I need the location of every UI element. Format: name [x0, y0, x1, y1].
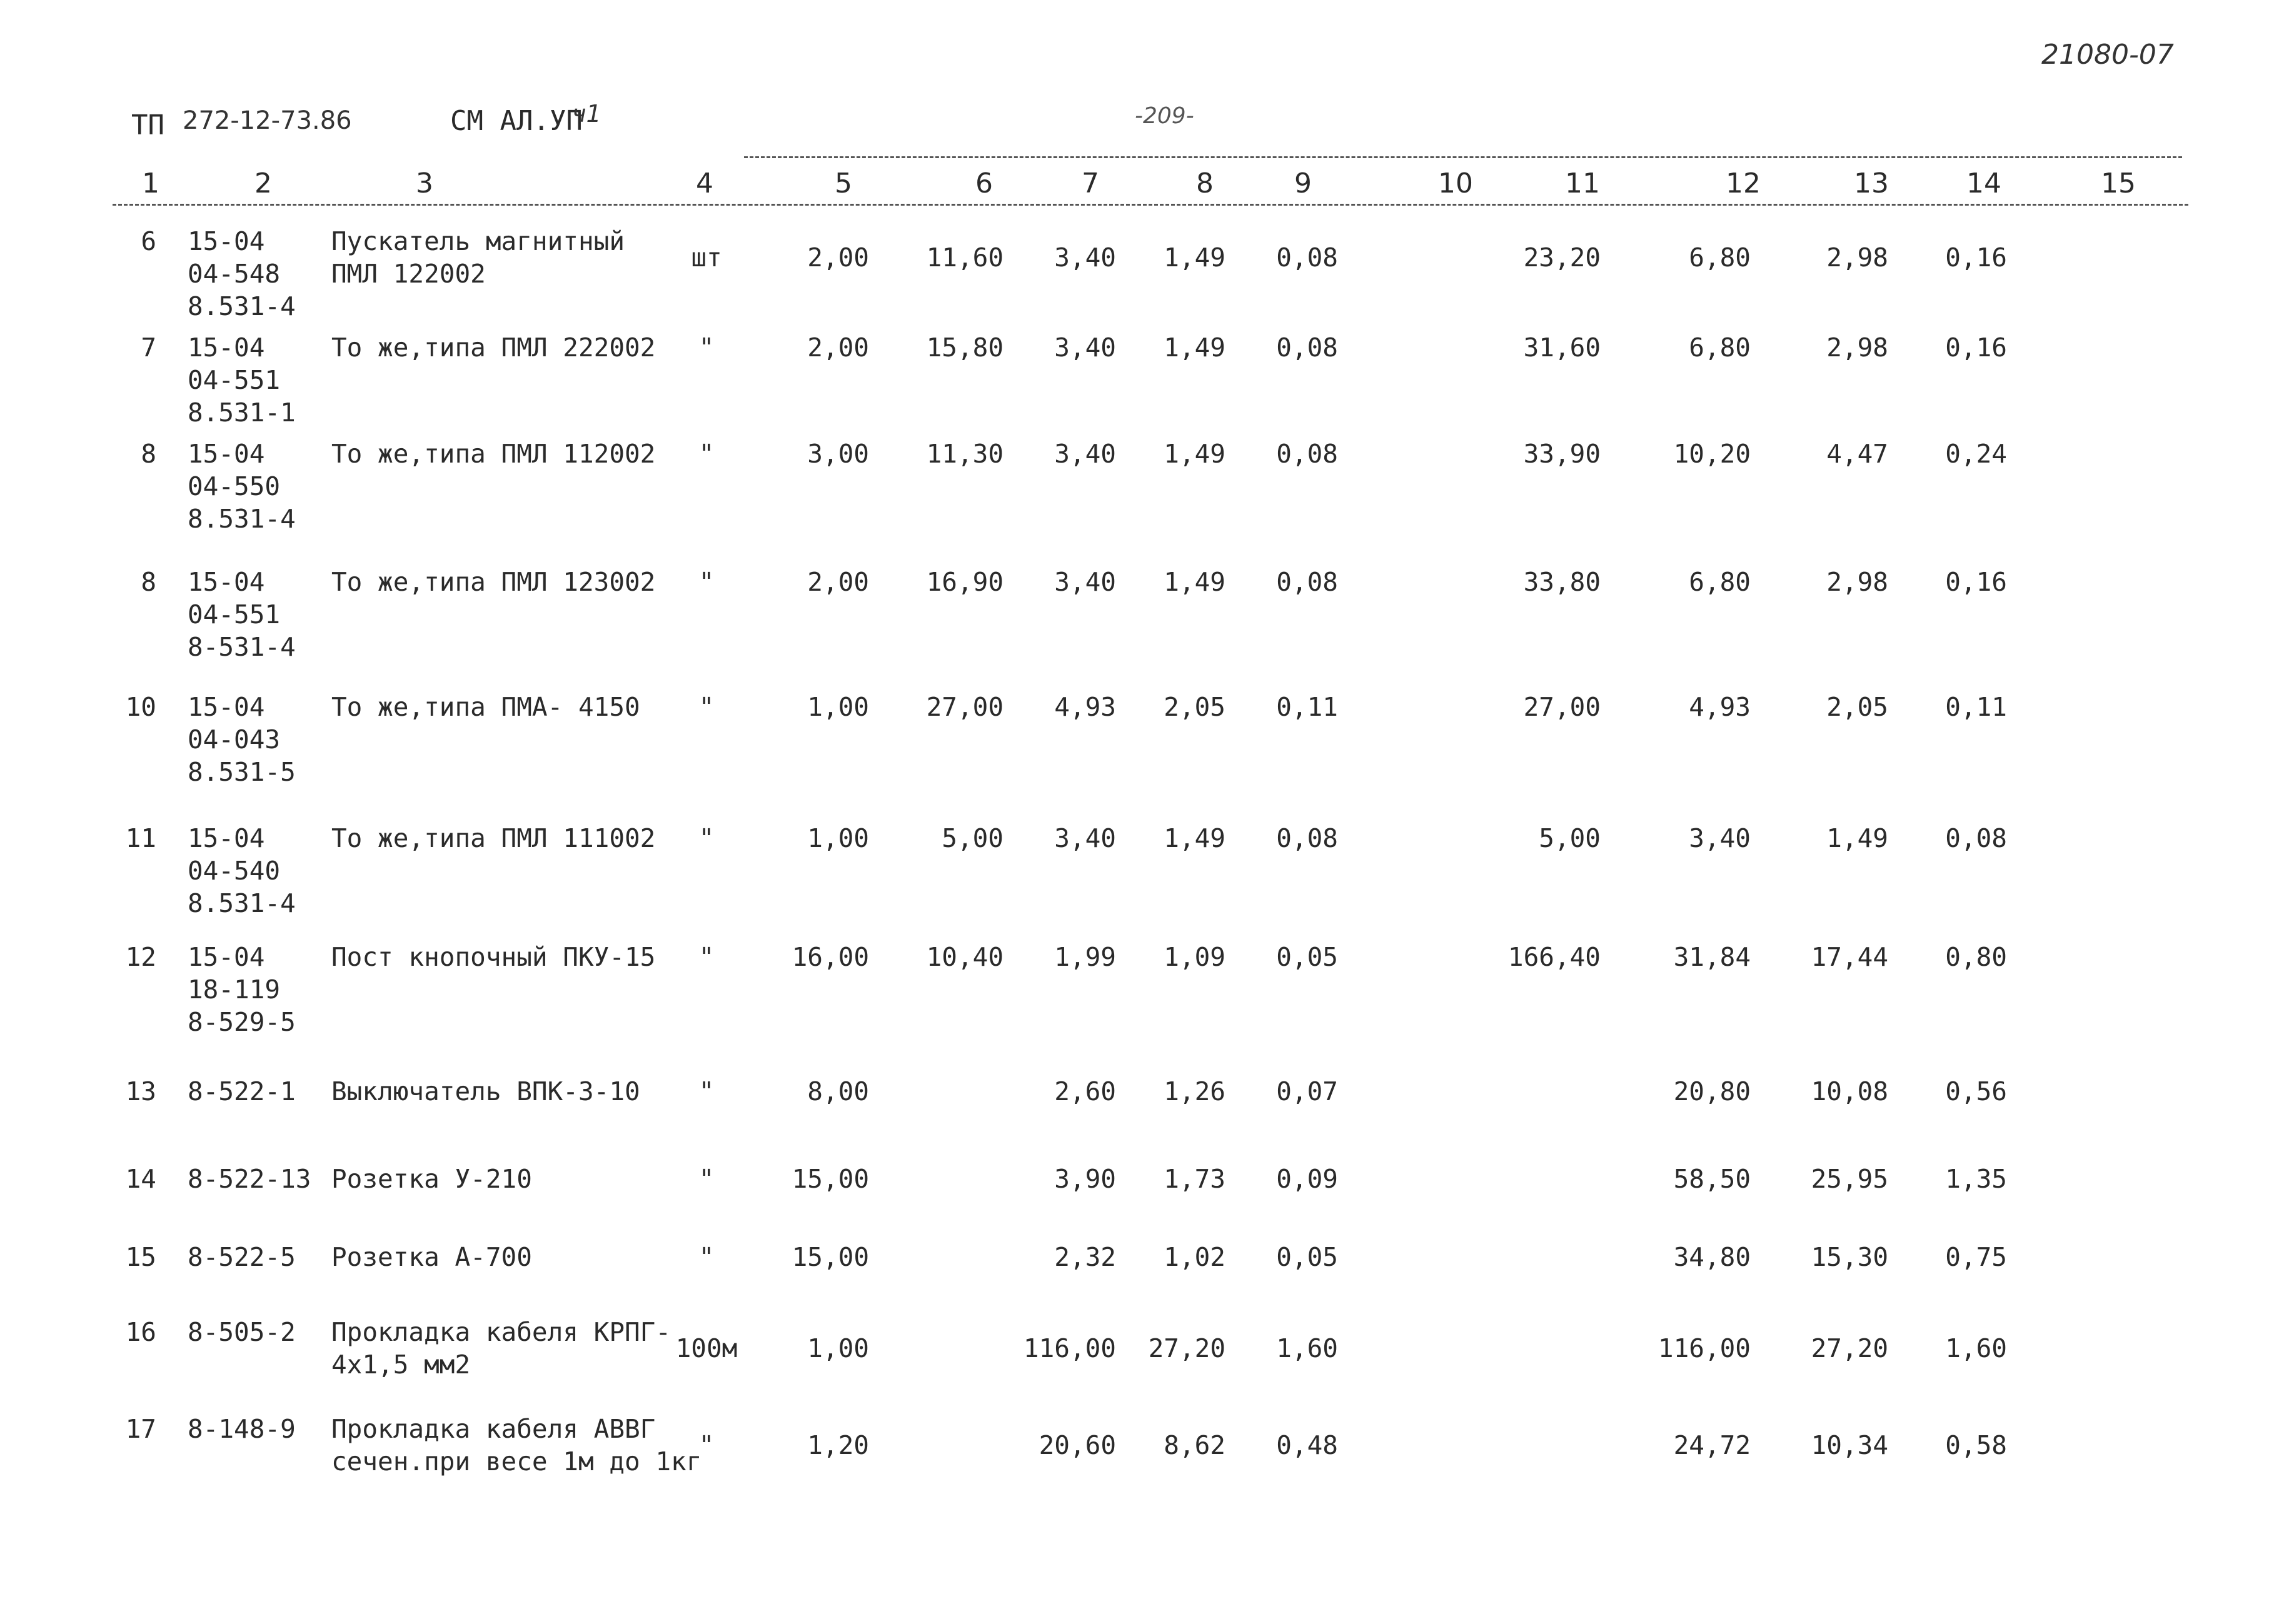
value-c9: 0,07 — [1276, 1076, 1338, 1106]
value-c9: 0,08 — [1276, 823, 1338, 853]
row-number: 16 — [125, 1317, 156, 1347]
price-code: 04-540 — [188, 856, 281, 886]
value-c7: 2,32 — [1054, 1242, 1116, 1272]
value-c5: 2,00 — [807, 243, 869, 273]
value-c11: 31,60 — [1523, 333, 1601, 363]
item-name: То же,типа ПМЛ 222002 — [331, 333, 656, 363]
item-name: То же,типа ПМА- 4150 — [331, 692, 640, 722]
value-c5: 16,00 — [792, 942, 869, 972]
column-number-11: 11 — [1565, 168, 1600, 199]
unit: " — [698, 1164, 715, 1194]
tp-prefix: ТП — [131, 109, 164, 141]
value-c8: 27,20 — [1148, 1333, 1225, 1363]
tp-code: 272-12-73.86 — [183, 106, 352, 135]
value-c12: 58,50 — [1673, 1164, 1751, 1194]
value-c9: 0,08 — [1276, 243, 1338, 273]
document-number: 21080-07 — [2041, 39, 2174, 71]
value-c13: 2,05 — [1826, 692, 1888, 722]
price-code: 15-04 — [188, 942, 265, 972]
item-name: То же,типа ПМЛ 112002 — [331, 439, 656, 469]
value-c14: 1,60 — [1945, 1333, 2007, 1363]
column-number-13: 13 — [1854, 168, 1889, 199]
value-c5: 15,00 — [792, 1164, 869, 1194]
value-c9: 0,05 — [1276, 1242, 1338, 1272]
value-c8: 1,49 — [1164, 333, 1225, 363]
price-code: 04-548 — [188, 259, 281, 289]
row-number: 8 — [141, 567, 156, 597]
price-code: 8.531-4 — [188, 291, 296, 321]
value-c9: 0,09 — [1276, 1164, 1338, 1194]
value-c5: 15,00 — [792, 1242, 869, 1272]
value-c8: 1,49 — [1164, 243, 1225, 273]
column-number-4: 4 — [696, 168, 713, 199]
price-code: 18-119 — [188, 975, 281, 1005]
price-code: 8-505-2 — [188, 1317, 296, 1347]
value-c9: 0,11 — [1276, 692, 1338, 722]
value-c7: 20,60 — [1039, 1430, 1116, 1460]
unit: " — [698, 1430, 715, 1460]
value-c12: 34,80 — [1673, 1242, 1751, 1272]
price-code: 15-04 — [188, 823, 265, 853]
price-code: 8-529-5 — [188, 1007, 296, 1037]
price-code: 04-551 — [188, 599, 281, 629]
value-c12: 116,00 — [1658, 1333, 1751, 1363]
value-c14: 0,16 — [1945, 333, 2007, 363]
value-c11: 27,00 — [1523, 692, 1601, 722]
price-code: 8-522-5 — [188, 1242, 296, 1272]
column-number-14: 14 — [1966, 168, 2001, 199]
column-number-10: 10 — [1438, 168, 1473, 199]
value-c5: 1,20 — [807, 1430, 869, 1460]
row-number: 8 — [141, 439, 156, 469]
value-c13: 4,47 — [1826, 439, 1888, 469]
value-c6: 27,00 — [926, 692, 1004, 722]
row-number: 10 — [125, 692, 156, 722]
unit: " — [698, 942, 715, 972]
price-code: 8.531-5 — [188, 757, 296, 787]
row-number: 13 — [125, 1076, 156, 1106]
column-number-8: 8 — [1196, 168, 1214, 199]
price-code: 8.531-1 — [188, 398, 296, 428]
item-name: ПМЛ 122002 — [331, 259, 486, 289]
column-number-12: 12 — [1726, 168, 1761, 199]
row-number: 6 — [141, 226, 156, 256]
column-number-1: 1 — [142, 168, 159, 199]
column-number-7: 7 — [1082, 168, 1099, 199]
value-c8: 2,05 — [1164, 692, 1225, 722]
price-code: 8-531-4 — [188, 632, 296, 662]
value-c9: 1,60 — [1276, 1333, 1338, 1363]
value-c6: 16,90 — [926, 567, 1004, 597]
value-c11: 23,20 — [1523, 243, 1601, 273]
value-c5: 8,00 — [807, 1076, 869, 1106]
price-code: 8-522-1 — [188, 1076, 296, 1106]
value-c7: 1,99 — [1054, 942, 1116, 972]
value-c5: 3,00 — [807, 439, 869, 469]
unit: " — [698, 333, 715, 363]
value-c13: 2,98 — [1826, 567, 1888, 597]
value-c6: 10,40 — [926, 942, 1004, 972]
price-code: 15-04 — [188, 333, 265, 363]
value-c13: 15,30 — [1811, 1242, 1888, 1272]
value-c7: 3,40 — [1054, 333, 1116, 363]
value-c7: 3,40 — [1054, 243, 1116, 273]
value-c12: 6,80 — [1689, 567, 1751, 597]
value-c8: 1,49 — [1164, 823, 1225, 853]
price-code: 15-04 — [188, 226, 265, 256]
value-c9: 0,05 — [1276, 942, 1338, 972]
item-name: Пост кнопочный ПКУ-15 — [331, 942, 656, 972]
row-number: 15 — [125, 1242, 156, 1272]
price-code: 15-04 — [188, 439, 265, 469]
column-number-2: 2 — [254, 168, 272, 199]
value-c14: 0,75 — [1945, 1242, 2007, 1272]
value-c13: 10,08 — [1811, 1076, 1888, 1106]
value-c7: 3,90 — [1054, 1164, 1116, 1194]
value-c12: 3,40 — [1689, 823, 1751, 853]
column-number-3: 3 — [416, 168, 433, 199]
item-name: сечен.при весе 1м до 1кг — [331, 1446, 702, 1476]
unit: " — [698, 1076, 715, 1106]
value-c13: 25,95 — [1811, 1164, 1888, 1194]
value-c14: 0,80 — [1945, 942, 2007, 972]
value-c6: 5,00 — [942, 823, 1004, 853]
page-mark: -209- — [1135, 103, 1194, 129]
header-bottom-rule — [113, 204, 2188, 206]
value-c8: 1,73 — [1164, 1164, 1225, 1194]
value-c12: 24,72 — [1673, 1430, 1751, 1460]
value-c11: 166,40 — [1507, 942, 1601, 972]
value-c5: 2,00 — [807, 333, 869, 363]
value-c14: 0,58 — [1945, 1430, 2007, 1460]
value-c12: 20,80 — [1673, 1076, 1751, 1106]
row-number: 12 — [125, 942, 156, 972]
row-number: 17 — [125, 1414, 156, 1444]
row-number: 7 — [141, 333, 156, 363]
unit: " — [698, 823, 715, 853]
unit: " — [698, 1242, 715, 1272]
value-c13: 10,34 — [1811, 1430, 1888, 1460]
column-number-5: 5 — [835, 168, 852, 199]
value-c6: 15,80 — [926, 333, 1004, 363]
value-c5: 2,00 — [807, 567, 869, 597]
value-c11: 5,00 — [1539, 823, 1601, 853]
value-c8: 1,09 — [1164, 942, 1225, 972]
value-c5: 1,00 — [807, 692, 869, 722]
value-c8: 1,49 — [1164, 567, 1225, 597]
item-name: 4х1,5 мм2 — [331, 1350, 471, 1380]
unit: " — [698, 439, 715, 469]
value-c7: 116,00 — [1023, 1333, 1116, 1363]
value-c8: 1,02 — [1164, 1242, 1225, 1272]
value-c13: 2,98 — [1826, 243, 1888, 273]
value-c9: 0,08 — [1276, 567, 1338, 597]
price-code: 8-522-13 — [188, 1164, 311, 1194]
value-c12: 10,20 — [1673, 439, 1751, 469]
item-name: То же,типа ПМЛ 111002 — [331, 823, 656, 853]
value-c14: 0,08 — [1945, 823, 2007, 853]
item-name: Розетка У-210 — [331, 1164, 532, 1194]
value-c6: 11,60 — [926, 243, 1004, 273]
item-name: Розетка А-700 — [331, 1242, 532, 1272]
value-c9: 0,08 — [1276, 439, 1338, 469]
price-code: 8.531-4 — [188, 504, 296, 534]
value-c13: 17,44 — [1811, 942, 1888, 972]
value-c14: 1,35 — [1945, 1164, 2007, 1194]
value-c7: 4,93 — [1054, 692, 1116, 722]
value-c14: 0,11 — [1945, 692, 2007, 722]
value-c14: 0,16 — [1945, 243, 2007, 273]
section-title: СМ АЛ.УП — [450, 105, 583, 137]
value-c5: 1,00 — [807, 1333, 869, 1363]
value-c8: 1,49 — [1164, 439, 1225, 469]
row-number: 11 — [125, 823, 156, 853]
value-c8: 1,26 — [1164, 1076, 1225, 1106]
value-c14: 0,24 — [1945, 439, 2007, 469]
value-c13: 27,20 — [1811, 1333, 1888, 1363]
value-c13: 1,49 — [1826, 823, 1888, 853]
unit: шт — [691, 243, 722, 273]
value-c5: 1,00 — [807, 823, 869, 853]
price-code: 8.531-4 — [188, 888, 296, 918]
value-c7: 2,60 — [1054, 1076, 1116, 1106]
item-name: Прокладка кабеля КРПГ- — [331, 1317, 672, 1347]
value-c11: 33,80 — [1523, 567, 1601, 597]
price-code: 15-04 — [188, 692, 265, 722]
value-c8: 8,62 — [1164, 1430, 1225, 1460]
column-number-6: 6 — [975, 168, 993, 199]
item-name: Пускатель магнитный — [331, 226, 625, 256]
value-c12: 4,93 — [1689, 692, 1751, 722]
value-c12: 6,80 — [1689, 243, 1751, 273]
item-name: То же,типа ПМЛ 123002 — [331, 567, 656, 597]
header-top-rule — [744, 156, 2182, 158]
column-number-9: 9 — [1294, 168, 1312, 199]
price-code: 04-551 — [188, 365, 281, 395]
row-number: 14 — [125, 1164, 156, 1194]
value-c9: 0,48 — [1276, 1430, 1338, 1460]
value-c12: 31,84 — [1673, 942, 1751, 972]
value-c13: 2,98 — [1826, 333, 1888, 363]
unit: " — [698, 692, 715, 722]
value-c14: 0,56 — [1945, 1076, 2007, 1106]
price-code: 04-043 — [188, 724, 281, 754]
price-code: 8-148-9 — [188, 1414, 296, 1444]
item-name: Прокладка кабеля АВВГ — [331, 1414, 656, 1444]
unit: 100м — [675, 1333, 738, 1363]
value-c9: 0,08 — [1276, 333, 1338, 363]
value-c11: 33,90 — [1523, 439, 1601, 469]
value-c7: 3,40 — [1054, 439, 1116, 469]
price-code: 15-04 — [188, 567, 265, 597]
value-c14: 0,16 — [1945, 567, 2007, 597]
section-suffix: ч1 — [572, 100, 601, 128]
value-c6: 11,30 — [926, 439, 1004, 469]
value-c12: 6,80 — [1689, 333, 1751, 363]
value-c7: 3,40 — [1054, 567, 1116, 597]
column-number-15: 15 — [2101, 168, 2136, 199]
value-c7: 3,40 — [1054, 823, 1116, 853]
item-name: Выключатель ВПК-3-10 — [331, 1076, 640, 1106]
price-code: 04-550 — [188, 471, 281, 501]
unit: " — [698, 567, 715, 597]
